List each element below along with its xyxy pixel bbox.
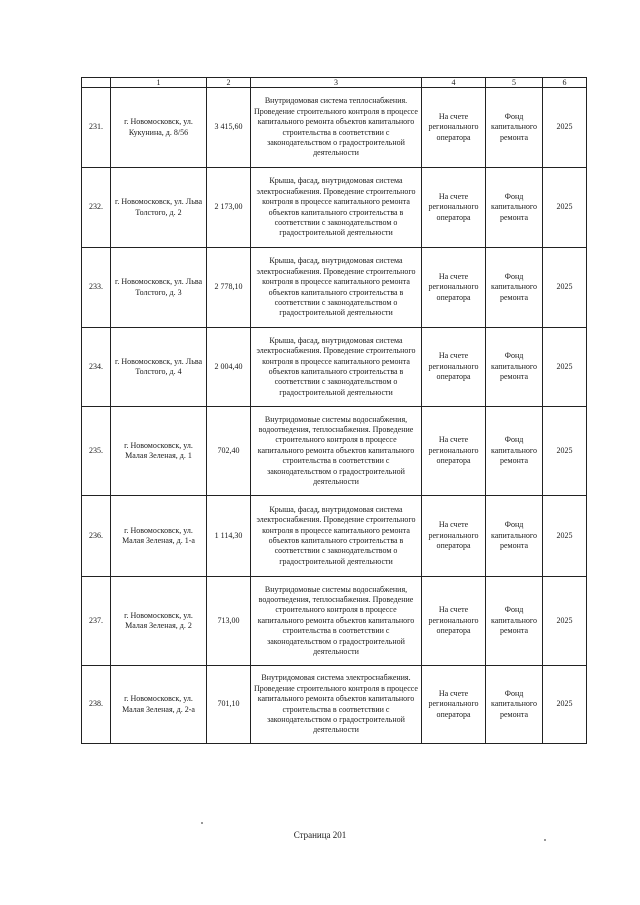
table-row [82, 88, 587, 168]
funding-source: Фонд капитального ремонта [486, 496, 543, 577]
funding-source: Фонд капитального ремонта [486, 577, 543, 666]
repair-year: 2025 [543, 168, 587, 248]
row-number: 234. [82, 328, 111, 407]
table-row [82, 248, 587, 328]
building-address: г. Новомосковск, ул. Малая Зеленая, д. 1 [111, 407, 207, 496]
row-number: 231. [82, 88, 111, 168]
header-cell-6: 6 [543, 78, 587, 88]
repair-year: 2025 [543, 248, 587, 328]
header-cell-5: 5 [486, 78, 543, 88]
repair-year: 2025 [543, 88, 587, 168]
repair-year: 2025 [543, 407, 587, 496]
building-area: 713,00 [207, 577, 251, 666]
building-area: 702,40 [207, 407, 251, 496]
repair-year: 2025 [543, 666, 587, 744]
scan-speck [544, 839, 546, 841]
building-area: 2 004,40 [207, 328, 251, 407]
funding-method: На счете регионального оператора [422, 248, 486, 328]
row-number: 237. [82, 577, 111, 666]
repair-works: Внутридомовые системы водоснабжения, водоотведения, теплоснабжения. Проведение строительного контроля в процессе капитального ремонта объектов капитального строительства в соответствии с законодательством о градостроительной деятельности [251, 577, 422, 666]
funding-source: Фонд капитального ремонта [486, 328, 543, 407]
repair-works: Крыша, фасад, внутридомовая система электроснабжения. Проведение строительного контроля в процессе капитального ремонта объектов капитального строительства в соответствии с законодательством о градостроительной деятельности [251, 168, 422, 248]
repair-works: Внутридомовая система теплоснабжения. Проведение строительного контроля в процессе капитального ремонта объектов капитального строительства в соответствии с законодательством о градостроительной деятельности [251, 88, 422, 168]
building-address: г. Новомосковск, ул. Малая Зеленая, д. 2-а [111, 666, 207, 744]
row-number: 236. [82, 496, 111, 577]
funding-source: Фонд капитального ремонта [486, 88, 543, 168]
table-row [82, 328, 587, 407]
funding-source: Фонд капитального ремонта [486, 168, 543, 248]
row-number: 235. [82, 407, 111, 496]
funding-method: На счете регионального оператора [422, 328, 486, 407]
repair-works: Крыша, фасад, внутридомовая система электроснабжения. Проведение строительного контроля в процессе капитального ремонта объектов капитального строительства в соответствии с законодательством о градостроительной деятельности [251, 248, 422, 328]
building-address: г. Новомосковск, ул. Малая Зеленая, д. 1-а [111, 496, 207, 577]
funding-method: На счете регионального оператора [422, 407, 486, 496]
column-number-row [82, 78, 587, 88]
building-address: г. Новомосковск, ул. Льва Толстого, д. 2 [111, 168, 207, 248]
building-area: 701,10 [207, 666, 251, 744]
funding-method: На счете регионального оператора [422, 666, 486, 744]
building-address: г. Новомосковск, ул. Льва Толстого, д. 3 [111, 248, 207, 328]
building-area: 3 415,60 [207, 88, 251, 168]
funding-method: На счете регионального оператора [422, 496, 486, 577]
repair-works: Крыша, фасад, внутридомовая система электроснабжения. Проведение строительного контроля в процессе капитального ремонта объектов капитального строительства в соответствии с законодательством о градостроительной деятельности [251, 328, 422, 407]
repair-works: Внутридомовые системы водоснабжения, водоотведения, теплоснабжения. Проведение строительного контроля в процессе капитального ремонта объектов капитального строительства в соответствии с законодательством о градостроительной деятельности [251, 407, 422, 496]
repair-program-table [81, 77, 587, 744]
header-cell-3: 3 [251, 78, 422, 88]
header-cell-blank [82, 78, 111, 88]
table-row [82, 496, 587, 577]
repair-works: Крыша, фасад, внутридомовая система электроснабжения. Проведение строительного контроля в процессе капитального ремонта объектов капитального строительства в соответствии с законодательством о градостроительной деятельности [251, 496, 422, 577]
repair-works: Внутридомовая система электроснабжения. Проведение строительного контроля в процессе капитального ремонта объектов капитального строительства в соответствии с законодательством о градостроительной деятельности [251, 666, 422, 744]
funding-source: Фонд капитального ремонта [486, 248, 543, 328]
building-area: 2 173,00 [207, 168, 251, 248]
table-row [82, 407, 587, 496]
building-area: 1 114,30 [207, 496, 251, 577]
repair-year: 2025 [543, 328, 587, 407]
repair-year: 2025 [543, 496, 587, 577]
funding-method: На счете регионального оператора [422, 168, 486, 248]
row-number: 233. [82, 248, 111, 328]
header-cell-1: 1 [111, 78, 207, 88]
scan-speck [201, 822, 203, 824]
funding-method: На счете регионального оператора [422, 577, 486, 666]
header-cell-2: 2 [207, 78, 251, 88]
table-row [82, 666, 587, 744]
building-area: 2 778,10 [207, 248, 251, 328]
header-cell-4: 4 [422, 78, 486, 88]
funding-source: Фонд капитального ремонта [486, 666, 543, 744]
table-row [82, 577, 587, 666]
repair-year: 2025 [543, 577, 587, 666]
building-address: г. Новомосковск, ул. Кукунина, д. 8/56 [111, 88, 207, 168]
table-row [82, 168, 587, 248]
building-address: г. Новомосковск, ул. Льва Толстого, д. 4 [111, 328, 207, 407]
funding-method: На счете регионального оператора [422, 88, 486, 168]
row-number: 238. [82, 666, 111, 744]
row-number: 232. [82, 168, 111, 248]
building-address: г. Новомосковск, ул. Малая Зеленая, д. 2 [111, 577, 207, 666]
page-number: Страница 201 [293, 830, 347, 840]
funding-source: Фонд капитального ремонта [486, 407, 543, 496]
